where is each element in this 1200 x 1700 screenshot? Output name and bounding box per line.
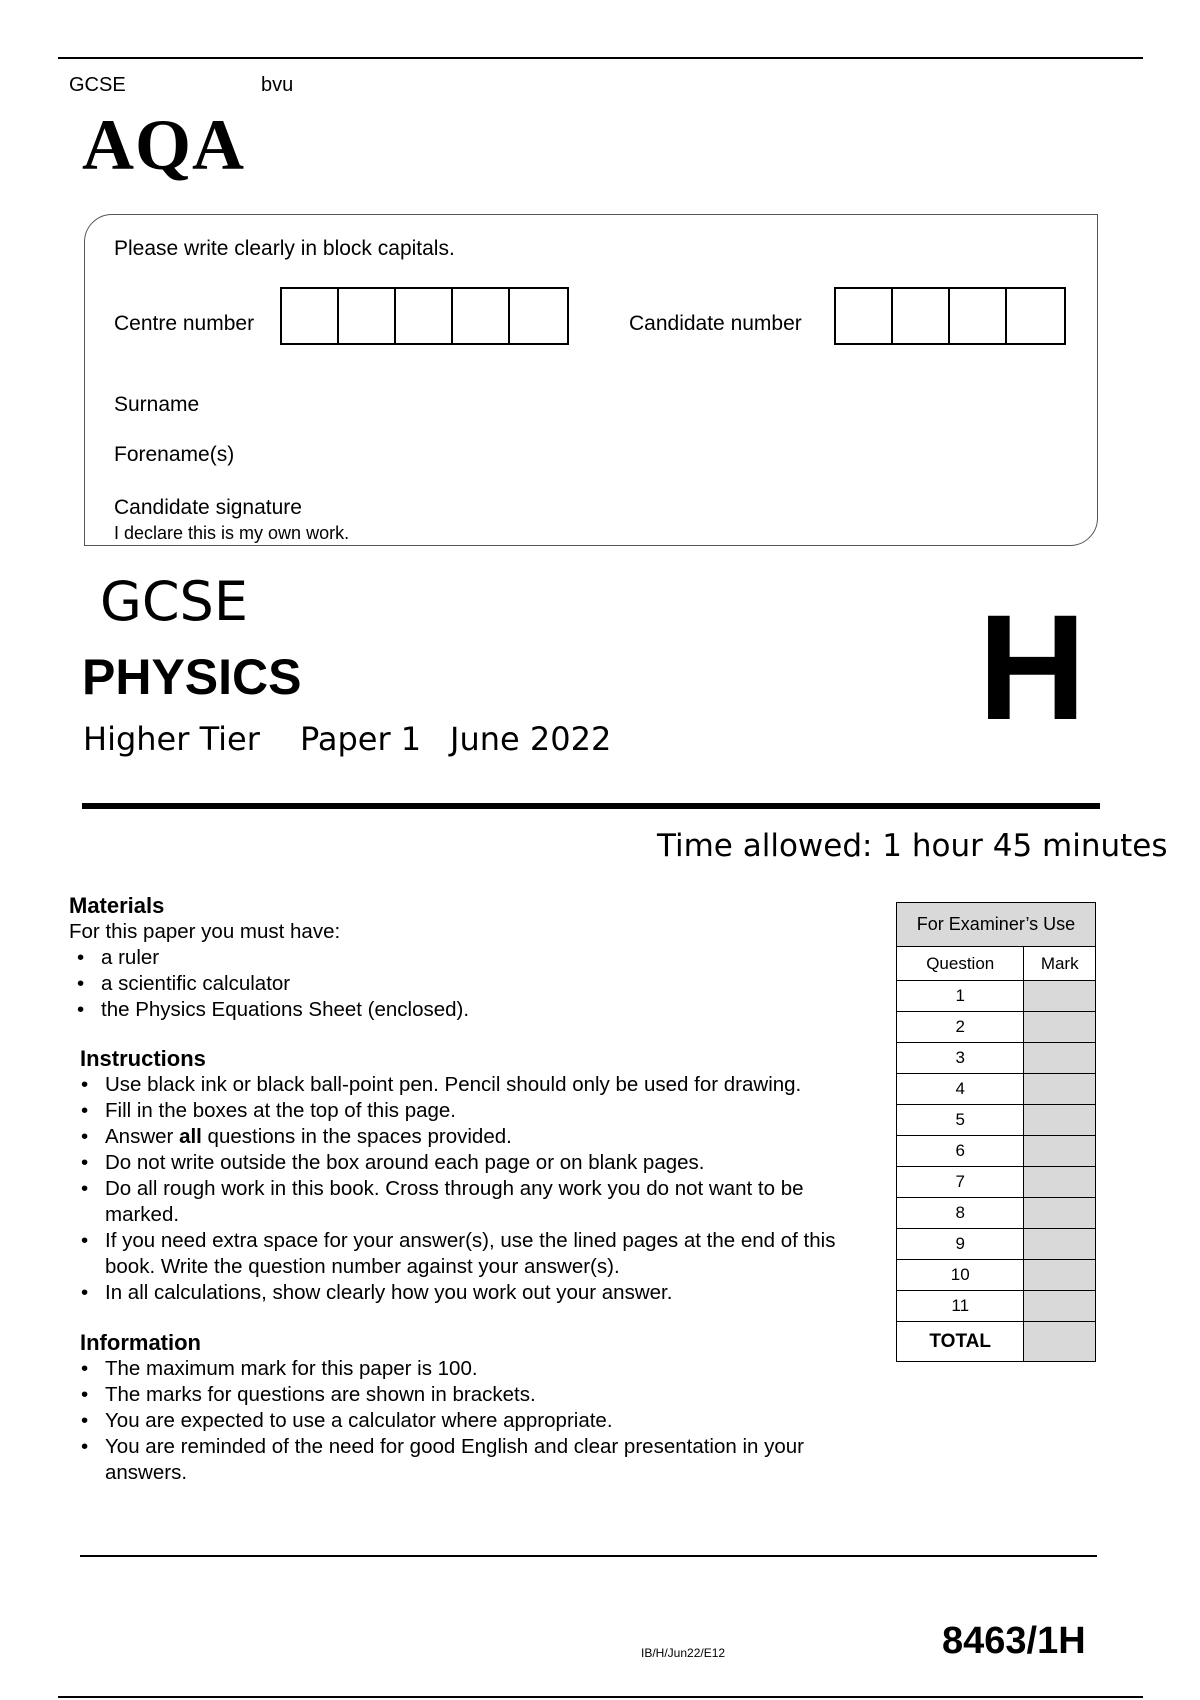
bottom-rule [58, 1696, 1143, 1698]
centre-number-digit[interactable] [510, 289, 567, 343]
tier-label: Higher Tier [83, 720, 260, 758]
paper-code: IB/H/Jun22/E12 [641, 1646, 726, 1660]
list-item: • You are expected to use a calculator where appropriate. [71, 1408, 879, 1434]
materials-heading: Materials [69, 893, 165, 918]
instructions-column [69, 893, 879, 1486]
paper-reference: 8463/1H [942, 1620, 1086, 1662]
time-allowed: Time allowed: 1 hour 45 minutes [657, 828, 1168, 864]
list-item: • The maximum mark for this paper is 100. [71, 1356, 879, 1382]
information-list [71, 1356, 879, 1486]
date-label: June 2022 [450, 720, 612, 758]
centre-number-boxes[interactable] [280, 287, 569, 345]
top-rule [58, 57, 1143, 59]
question-column-header: Question [897, 947, 1024, 981]
mark-cell[interactable] [1024, 1198, 1096, 1229]
title-divider [82, 803, 1100, 809]
paper-label: Paper 1 [300, 720, 422, 758]
question-number: 5 [897, 1105, 1024, 1136]
mark-cell[interactable] [1024, 1012, 1096, 1043]
mark-cell[interactable] [1024, 1229, 1096, 1260]
information-heading: Information [80, 1330, 201, 1355]
block-capitals-instruction: Please write clearly in block capitals. [114, 237, 455, 260]
mark-cell[interactable] [1024, 1074, 1096, 1105]
question-number: 7 [897, 1167, 1024, 1198]
mark-cell[interactable] [1024, 1105, 1096, 1136]
mark-cell[interactable] [1024, 1291, 1096, 1322]
list-item: • You are reminded of the need for good English and clear presentation in your answers. [71, 1434, 825, 1486]
question-number: 9 [897, 1229, 1024, 1260]
declaration-text: I declare this is my own work. [114, 523, 350, 543]
list-item: • The marks for questions are shown in brackets. [71, 1382, 879, 1408]
answer-all-text: Answer all questions in the spaces provided. [105, 1125, 512, 1148]
subject-title: PHYSICS [82, 649, 302, 705]
candidate-number-label: Candidate number [629, 312, 802, 335]
centre-number-digit[interactable] [282, 289, 339, 343]
surname-label: Surname [114, 393, 200, 416]
list-item: • Fill in the boxes at the top of this page. [71, 1098, 879, 1124]
instructions-heading: Instructions [80, 1046, 206, 1071]
list-item: • Use black ink or black ball-point pen. Pencil should only be used for drawing. [71, 1072, 879, 1098]
footer-rule [80, 1555, 1097, 1557]
question-number: 1 [897, 981, 1024, 1012]
list-item: • a ruler [67, 945, 879, 971]
mark-cell[interactable] [1024, 1167, 1096, 1198]
aqa-logo: AQA [82, 105, 245, 185]
list-item: • a scientific calculator [67, 971, 879, 997]
list-item: • If you need extra space for your answer(s), use the lined pages at the end of this book. Write the question number against your answer(s). [71, 1228, 865, 1280]
header-gcse-label: GCSE [69, 74, 126, 96]
list-item [71, 1124, 879, 1150]
question-number: 2 [897, 1012, 1024, 1043]
question-number: 4 [897, 1074, 1024, 1105]
header-code-label: bvu [261, 74, 294, 96]
centre-number-label: Centre number [114, 312, 255, 335]
candidate-number-digit[interactable] [836, 289, 893, 343]
forename-label: Forename(s) [114, 443, 235, 466]
signature-label: Candidate signature [114, 496, 302, 519]
examiner-use-table [896, 902, 1096, 1362]
candidate-number-digit[interactable] [1007, 289, 1064, 343]
question-number: 8 [897, 1198, 1024, 1229]
mark-cell[interactable] [1024, 981, 1096, 1012]
question-number: 6 [897, 1136, 1024, 1167]
mark-cell[interactable] [1024, 1136, 1096, 1167]
tier-letter: H [978, 583, 1087, 751]
list-item: • Do all rough work in this book. Cross through any work you do not want to be marked. [71, 1176, 805, 1228]
centre-number-digit[interactable] [453, 289, 510, 343]
materials-intro: For this paper you must have: [69, 920, 341, 943]
list-item: • In all calculations, show clearly how you work out your answer. [71, 1280, 879, 1306]
candidate-number-digit[interactable] [893, 289, 950, 343]
instructions-list [71, 1072, 879, 1306]
question-number: 11 [897, 1291, 1024, 1322]
materials-list [67, 945, 879, 1023]
list-item: • Do not write outside the box around each page or on blank pages. [71, 1150, 879, 1176]
centre-number-digit[interactable] [396, 289, 453, 343]
mark-column-header: Mark [1024, 947, 1096, 981]
qualification-title: GCSE [100, 570, 248, 633]
examiner-table-title: For Examiner’s Use [897, 903, 1096, 947]
candidate-number-boxes[interactable] [834, 287, 1066, 345]
total-mark-cell[interactable] [1024, 1322, 1096, 1362]
candidate-number-digit[interactable] [950, 289, 1007, 343]
question-number: 10 [897, 1260, 1024, 1291]
centre-number-digit[interactable] [339, 289, 396, 343]
total-label: TOTAL [897, 1322, 1024, 1362]
list-item: • the Physics Equations Sheet (enclosed). [67, 997, 879, 1023]
question-number: 3 [897, 1043, 1024, 1074]
mark-cell[interactable] [1024, 1260, 1096, 1291]
mark-cell[interactable] [1024, 1043, 1096, 1074]
